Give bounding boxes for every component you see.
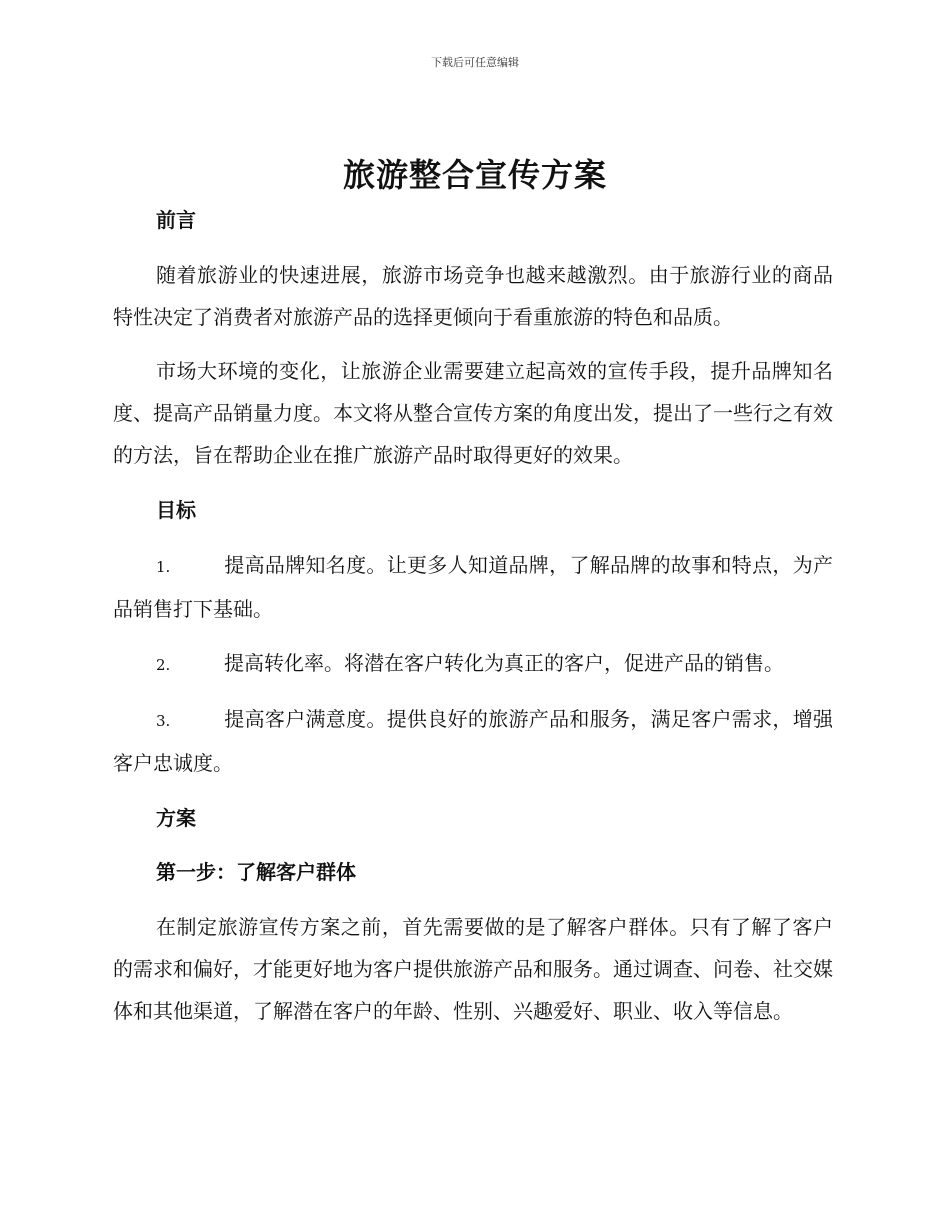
preface-heading: 前言 bbox=[156, 208, 196, 232]
goal-item bbox=[113, 544, 833, 630]
preface-paragraph: 市场大环境的变化，让旅游企业需要建立起高效的宣传手段，提升品牌知名度、提高产品销量力度。本文将从整合宣传方案的角度出发，提出了一些行之有效的方法，旨在帮助企业在推广旅游产品时取得更好的效果。 bbox=[113, 359, 833, 467]
goal-number: 2. bbox=[156, 656, 171, 674]
page-header-note: 下载后可任意编辑 bbox=[431, 56, 519, 69]
step1-heading: 第一步：了解客户群体 bbox=[156, 860, 356, 884]
document-body bbox=[113, 200, 833, 1032]
goal-text: 提高客户满意度。提供良好的旅游产品和服务，满足客户需求，增强客户忠诚度。 bbox=[113, 707, 833, 775]
goals-heading: 目标 bbox=[156, 498, 196, 522]
preface-paragraph: 随着旅游业的快速进展，旅游市场竞争也越来越激烈。由于旅游行业的商品特性决定了消费者对旅游产品的选择更倾向于看重旅游的特色和品质。 bbox=[113, 263, 833, 329]
goal-number: 1. bbox=[156, 558, 171, 576]
goal-item bbox=[113, 698, 833, 784]
goal-text: 提高品牌知名度。让更多人知道品牌，了解品牌的故事和特点，为产品销售打下基础。 bbox=[113, 553, 833, 621]
document-title: 旅游整合宣传方案 bbox=[342, 156, 607, 194]
goal-number: 3. bbox=[156, 712, 171, 730]
goal-text: 提高转化率。将潜在客户转化为真正的客户，促进产品的销售。 bbox=[224, 651, 784, 675]
plan-heading: 方案 bbox=[156, 806, 196, 830]
goal-item bbox=[113, 642, 833, 686]
step1-paragraph: 在制定旅游宣传方案之前，首先需要做的是了解客户群体。只有了解了客户的需求和偏好，才能更好地为客户提供旅游产品和服务。通过调查、问卷、社交媒体和其他渠道，了解潜在客户的年龄、性别、兴趣爱好、职业、收入等信息。 bbox=[113, 915, 833, 1023]
